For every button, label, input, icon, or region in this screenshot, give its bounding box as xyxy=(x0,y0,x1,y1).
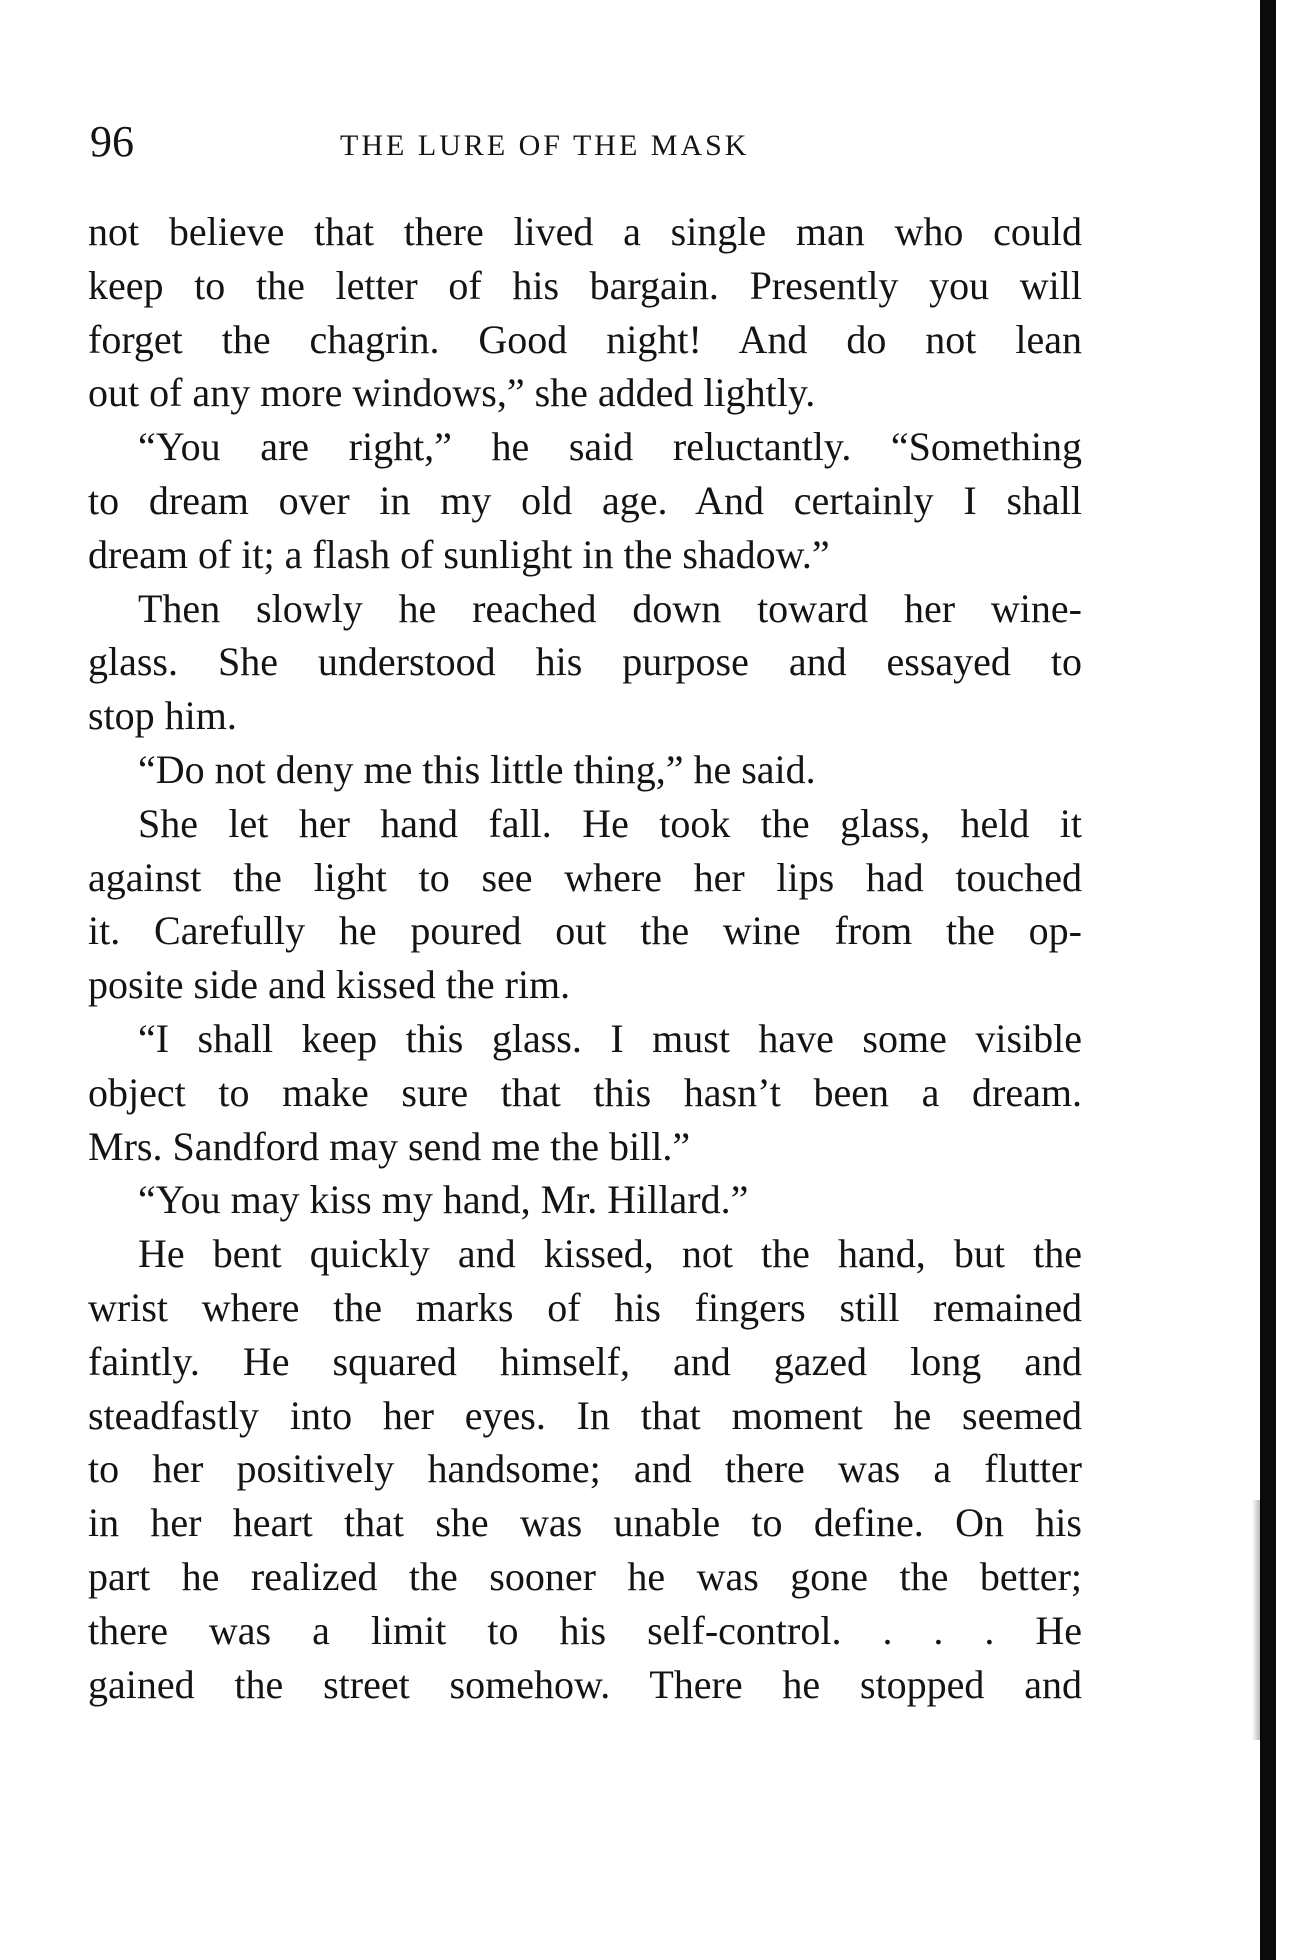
book-binding-edge xyxy=(1250,0,1304,1960)
text-line: part he realized the sooner he was gone the better; xyxy=(88,1553,1082,1599)
text-line: Then slowly he reached down toward her wine- xyxy=(138,585,1082,631)
running-title: THE LURE OF THE MASK xyxy=(340,129,750,162)
text-line: stop him. xyxy=(88,693,237,739)
text-line: there was a limit to his self-control. . . . He xyxy=(88,1607,1082,1653)
text-line: dream of it; a flash of sunlight in the shadow.” xyxy=(88,531,830,577)
text-line: “You may kiss my hand, Mr. Hillard.” xyxy=(138,1177,749,1223)
text-line: wrist where the marks of his fingers still remained xyxy=(88,1284,1082,1330)
text-line: He bent quickly and kissed, not the hand, but the xyxy=(138,1231,1082,1277)
text-line: forget the chagrin. Good night! And do not lean xyxy=(88,316,1082,362)
text-line: “Do not deny me this little thing,” he said. xyxy=(138,746,816,792)
text-line: in her heart that she was unable to define. On his xyxy=(88,1500,1082,1546)
text-line: glass. She understood his purpose and essayed to xyxy=(88,639,1082,685)
text-line: out of any more windows,” she added lightly. xyxy=(88,370,816,416)
text-line: “You are right,” he said reluctantly. “Something xyxy=(138,424,1082,470)
text-line: keep to the letter of his bargain. Presently you will xyxy=(88,262,1082,308)
text-line: gained the street somehow. There he stopped and xyxy=(88,1661,1082,1707)
text-line: posite side and kissed the rim. xyxy=(88,962,571,1008)
text-line: She let her hand fall. He took the glass, held it xyxy=(138,800,1082,846)
text-line: to her positively handsome; and there was a flutter xyxy=(88,1446,1082,1492)
binding-shadow xyxy=(1260,0,1276,1960)
page-number: 96 xyxy=(90,117,134,166)
text-line: it. Carefully he poured out the wine from the op- xyxy=(88,908,1082,954)
page-header xyxy=(90,112,1090,172)
body-text xyxy=(88,205,1082,1711)
binding-shade xyxy=(1252,1500,1262,1740)
text-line: “I shall keep this glass. I must have some visible xyxy=(138,1015,1082,1061)
text-line: against the light to see where her lips had touched xyxy=(88,854,1082,900)
text-line: object to make sure that this hasn’t been a dream. xyxy=(88,1069,1082,1115)
text-line: to dream over in my old age. And certainly I shall xyxy=(88,477,1082,523)
text-line: faintly. He squared himself, and gazed long and xyxy=(88,1338,1082,1384)
text-line: steadfastly into her eyes. In that moment he seemed xyxy=(88,1392,1082,1438)
text-line: Mrs. Sandford may send me the bill.” xyxy=(88,1123,691,1169)
text-line: not believe that there lived a single man who could xyxy=(88,209,1082,254)
